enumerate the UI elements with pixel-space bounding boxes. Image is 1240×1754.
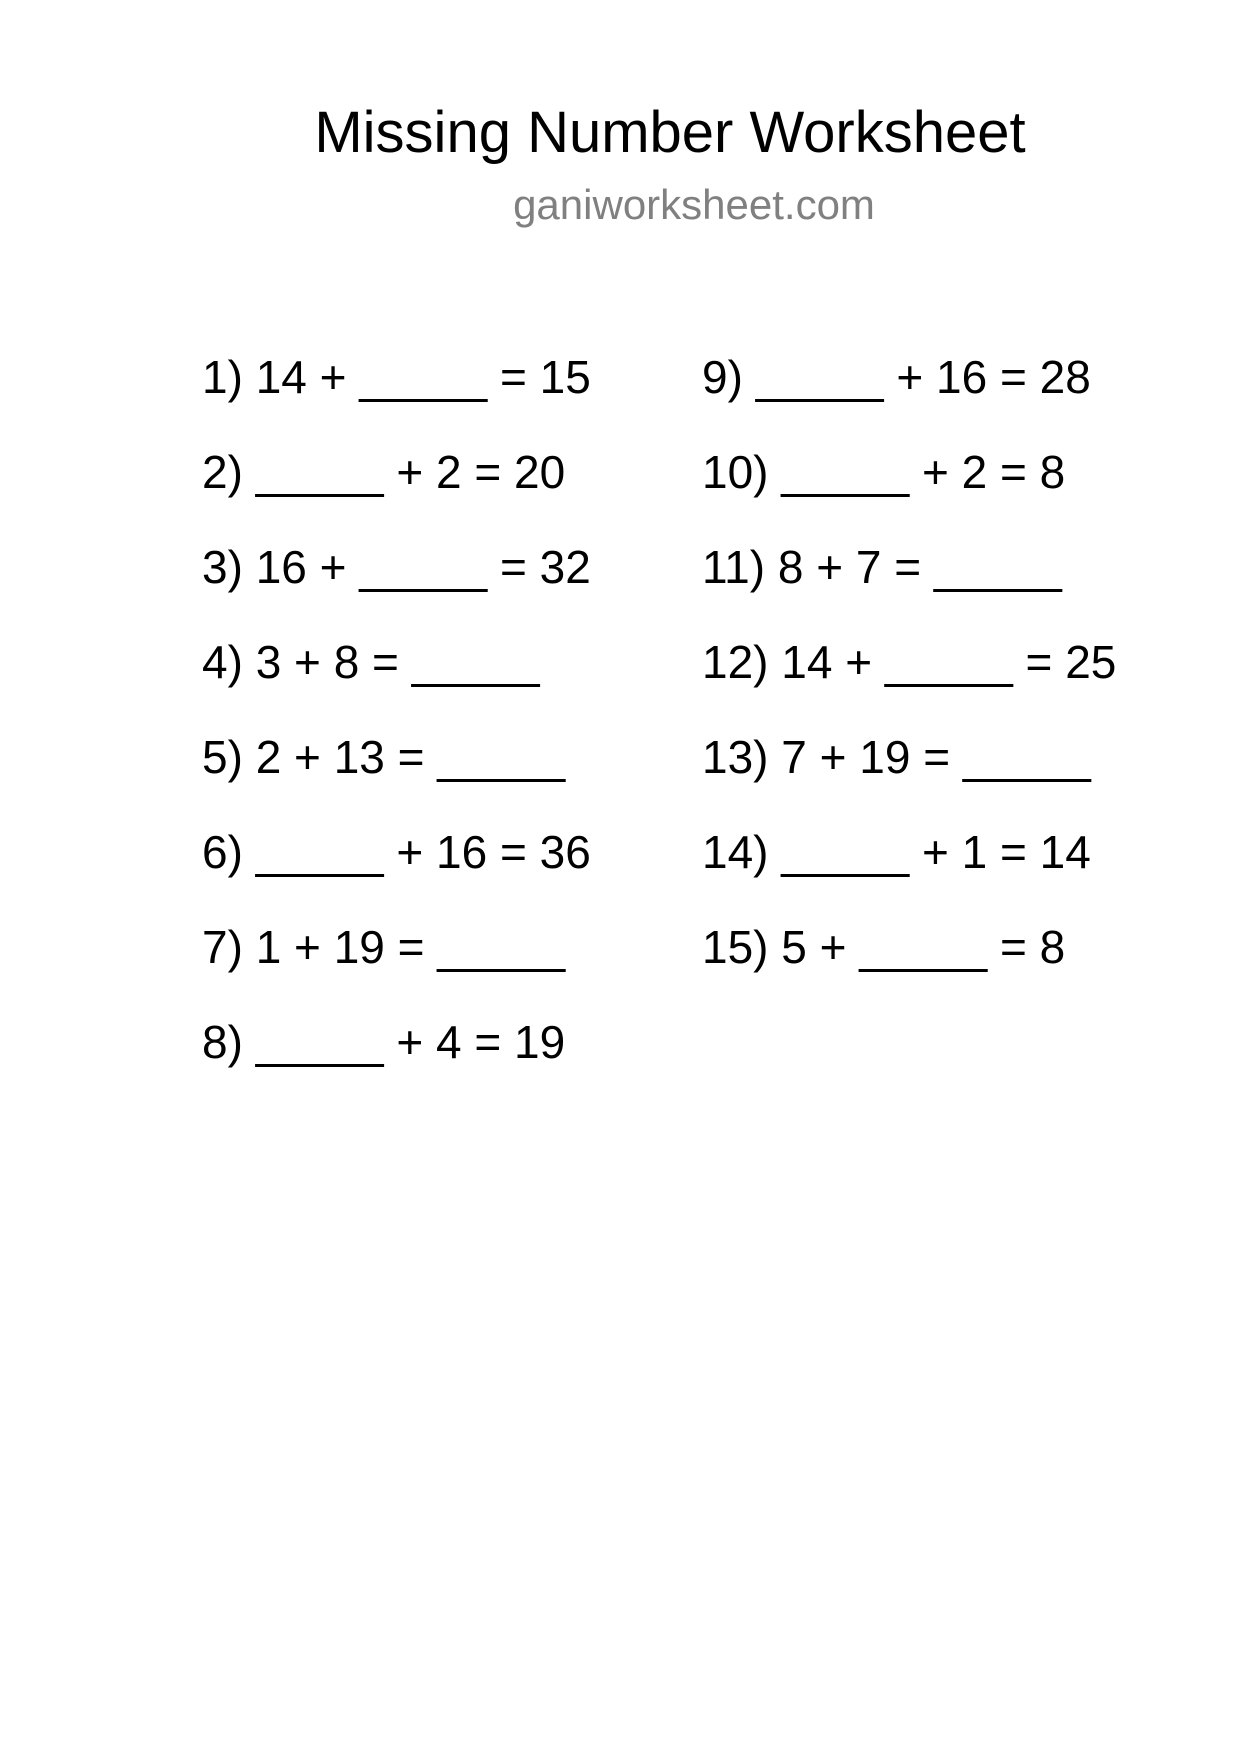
problem-expression: _____ + 1 = 14 [781,826,1091,878]
problem-number: 9) [702,351,743,403]
problem-number: 4) [202,636,243,688]
problem-number: 14) [702,826,769,878]
problem-1 [202,350,591,445]
problem-number: 15) [702,921,769,973]
problem-5 [202,730,591,825]
problem-number: 7) [202,921,243,973]
problem-number: 3) [202,541,243,593]
problem-4 [202,635,591,730]
problem-11 [702,540,1116,635]
problem-expression: 14 + _____ = 25 [781,636,1117,688]
problem-expression: 8 + 7 = _____ [777,541,1062,593]
problem-expression: _____ + 16 = 28 [755,351,1091,403]
problem-number: 12) [702,636,769,688]
page-title: Missing Number Worksheet [314,100,1026,165]
problem-expression: 14 + _____ = 15 [255,351,591,403]
problems-right-column [702,350,1116,1015]
site-url: ganiworksheet.com [513,181,875,228]
problem-expression: _____ + 2 = 8 [781,446,1066,498]
problems-left-column [202,350,591,1110]
problem-15 [702,920,1116,1015]
problem-13 [702,730,1116,825]
problem-expression: _____ + 4 = 19 [255,1016,566,1068]
problem-expression: 1 + 19 = _____ [255,921,566,973]
problem-12 [702,635,1116,730]
problem-expression: 7 + 19 = _____ [781,731,1091,783]
problem-expression: 16 + _____ = 32 [255,541,591,593]
problem-number: 6) [202,826,243,878]
problem-number: 11) [702,541,766,593]
problem-2 [202,445,591,540]
problem-expression: 3 + 8 = _____ [255,636,540,688]
problem-8 [202,1015,591,1110]
problem-number: 8) [202,1016,243,1068]
problem-7 [202,920,591,1015]
problem-number: 1) [202,351,243,403]
problem-3 [202,540,591,635]
problem-9 [702,350,1116,445]
problem-6 [202,825,591,920]
problem-number: 10) [702,446,769,498]
problem-number: 2) [202,446,243,498]
problem-number: 5) [202,731,243,783]
problem-10 [702,445,1116,540]
problem-expression: _____ + 2 = 20 [255,446,566,498]
problem-expression: _____ + 16 = 36 [255,826,591,878]
problem-expression: 2 + 13 = _____ [255,731,566,783]
problem-expression: 5 + _____ = 8 [781,921,1066,973]
problem-number: 13) [702,731,769,783]
problem-14 [702,825,1116,920]
